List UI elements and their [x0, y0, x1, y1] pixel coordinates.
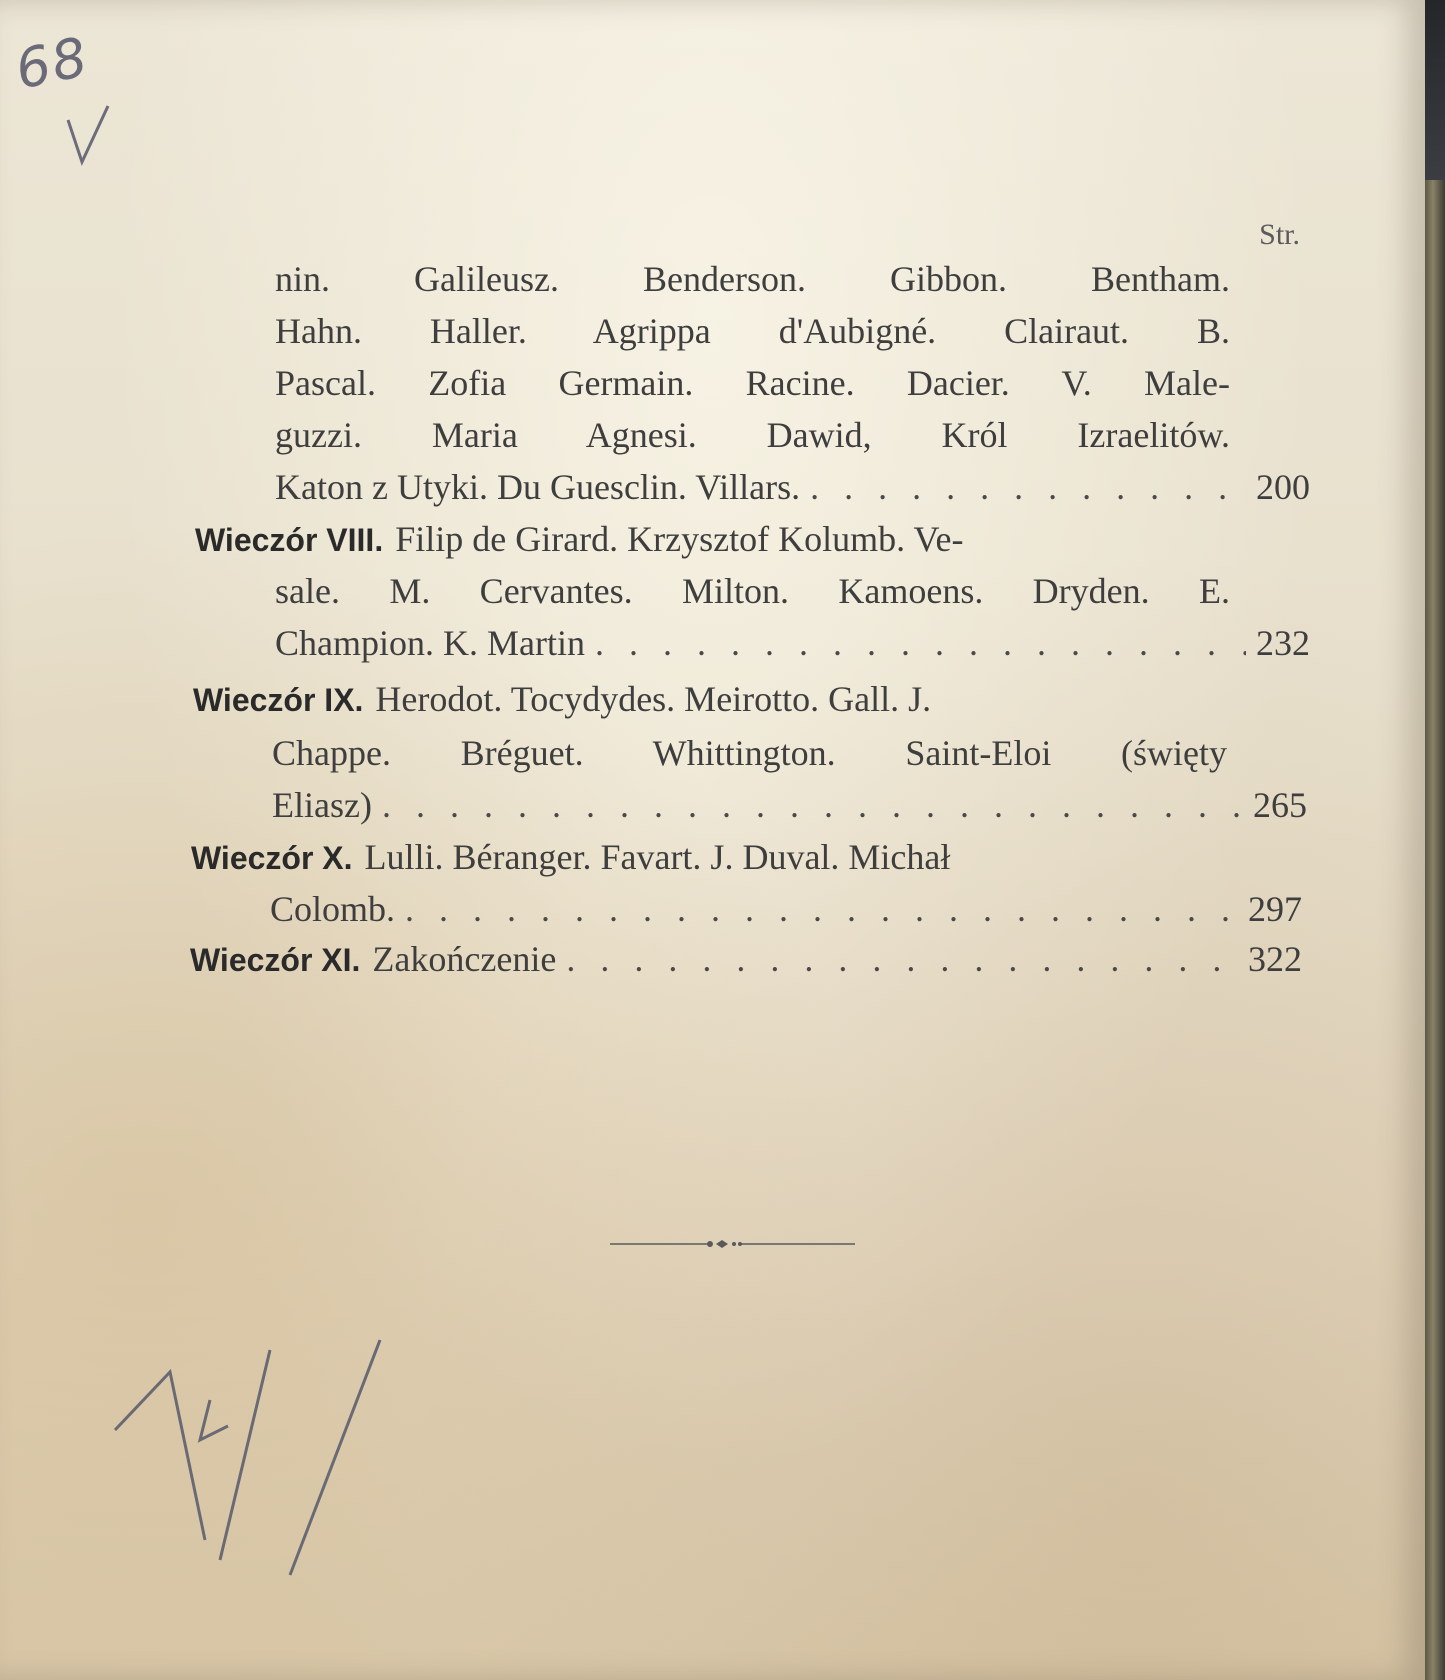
evening-label: Wieczór XI. [190, 942, 361, 978]
toc-continuation-line: Hahn. Haller. Agrippa d'Aubigné. Clairaut. B. [275, 311, 1230, 351]
page-number: 200 [1256, 467, 1310, 507]
toc-entry-last-line: Colomb. . . . 297 [270, 888, 1302, 934]
page-number: 297 [1248, 889, 1302, 929]
toc-continuation-line: Pascal. Zofia Germain. Racine. Dacier. V. Male- [275, 363, 1230, 403]
dot-leader [382, 784, 1243, 826]
toc-continuation-line: Chappe. Bréguet. Whittington. Saint-Eloi (święty [272, 733, 1227, 773]
dot-leader [595, 622, 1246, 664]
toc-entry-heading-line: Wieczór VIII. Filip de Girard. Krzysztof Kolumb. Ve- [195, 519, 964, 559]
book-cover-edge [1425, 0, 1445, 180]
pencil-annotation-bottom [100, 1330, 400, 1590]
toc-entry-last-line: Champion. K. Martin . . . 232 [275, 622, 1310, 668]
toc-entry-heading-line: Wieczór XI. Zakończenie . . . 322 [190, 938, 1302, 984]
toc-entry-heading-line: Wieczór X. Lulli. Béranger. Favart. J. Duval. Michał [191, 837, 951, 877]
toc-continuation-line: guzzi. Maria Agnesi. Dawid, Król Izraelitów. [275, 415, 1230, 455]
page-number: 322 [1248, 939, 1302, 979]
dot-leader [810, 466, 1246, 508]
pencil-annotation-top: 68 [10, 24, 95, 102]
toc-entry-last-line: Katon z Utyki. Du Guesclin. Villars. . . . 200 [275, 466, 1310, 512]
evening-label: Wieczór IX. [193, 682, 364, 718]
toc-continuation-line: sale. M. Cervantes. Milton. Kamoens. Dryden. E. [275, 571, 1230, 611]
evening-label: Wieczór VIII. [195, 522, 384, 558]
dot-leader [405, 888, 1238, 930]
page-number: 265 [1253, 785, 1307, 825]
book-spine [1425, 0, 1445, 1680]
ornament-divider [610, 1236, 855, 1252]
pencil-check-mark [60, 100, 120, 170]
toc-entry-heading-line: Wieczór IX. Herodot. Tocydydes. Meirotto. Gall. J. [193, 679, 932, 719]
evening-label: Wieczór X. [191, 840, 353, 876]
toc-continuation-line: nin. Galileusz. Benderson. Gibbon. Bentham. [275, 259, 1230, 299]
page-number: 232 [1256, 623, 1310, 663]
toc-entry-last-line: Eliasz) . . . 265 [272, 784, 1307, 830]
dot-leader [566, 938, 1238, 980]
page-column-header: Str. [1259, 218, 1300, 251]
